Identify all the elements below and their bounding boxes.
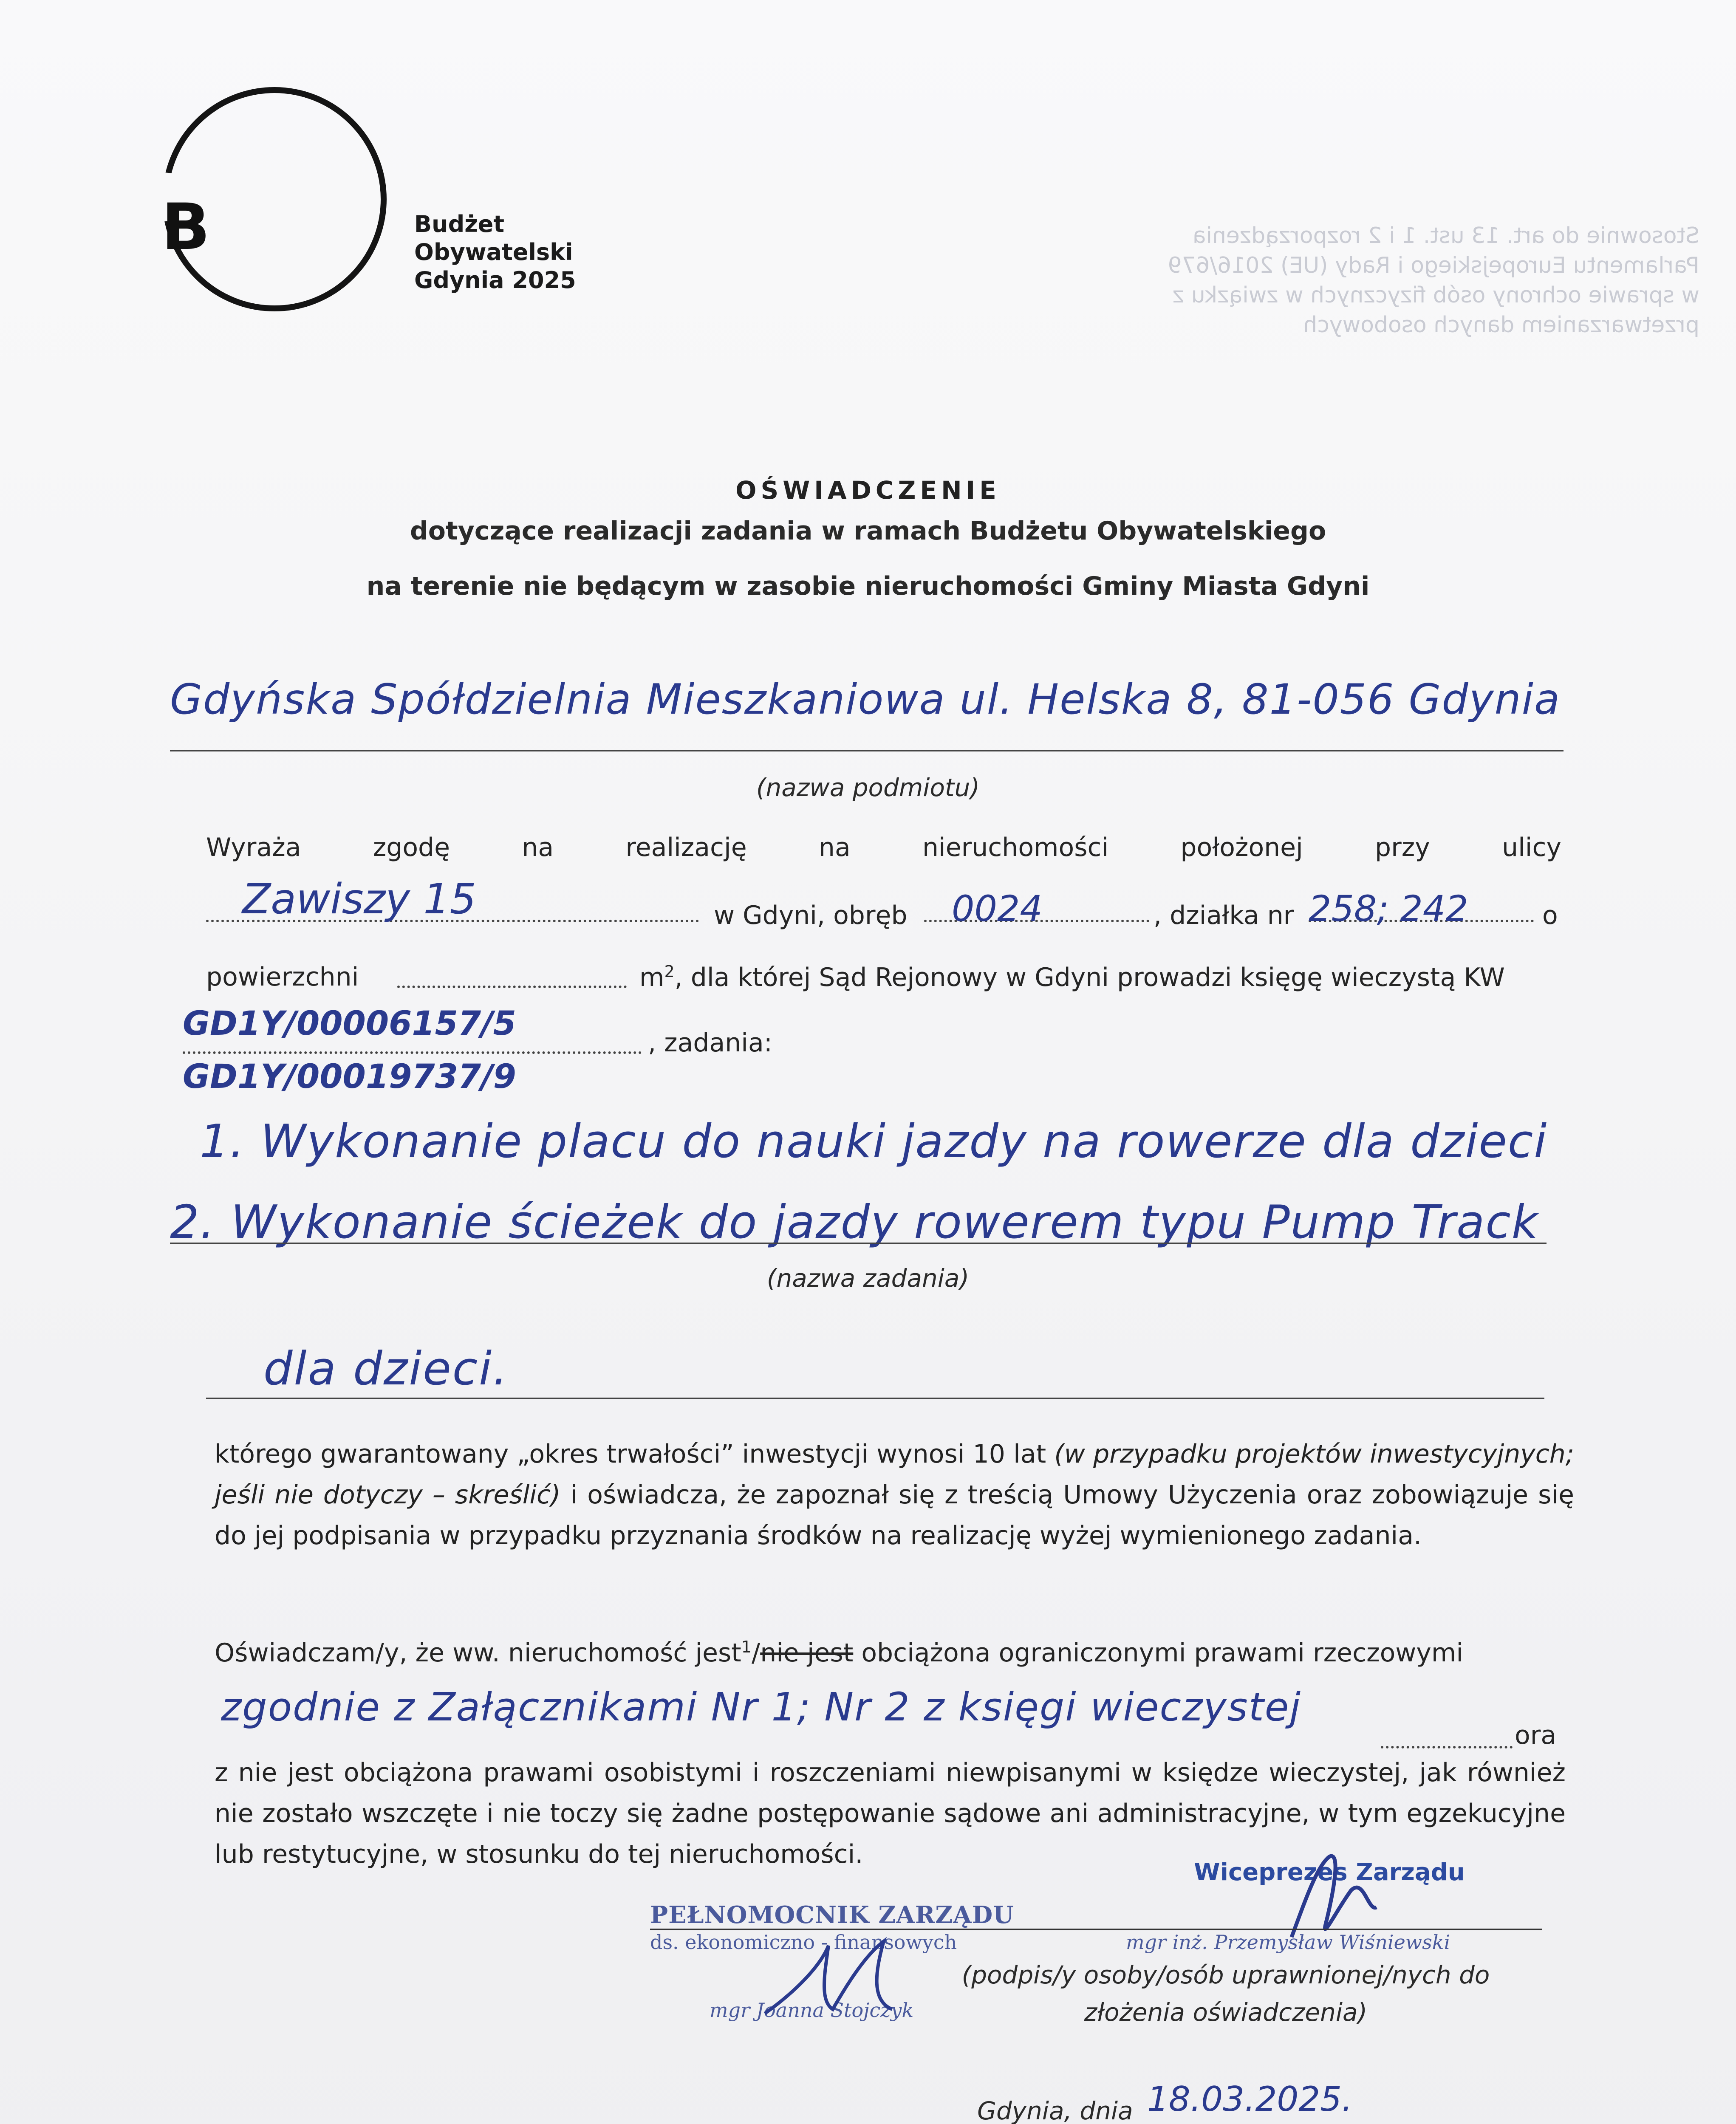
task-intro-label: , zadania: [648,1028,772,1058]
handwritten-encumbrance-note: zgodnie z Załącznikami Nr 1; Nr 2 z księgi wieczystej [221,1684,1301,1730]
land-register-dots [183,1051,642,1054]
struck-out-text: nie jest [760,1638,854,1668]
area-field-dots [397,986,627,988]
handwritten-date: 18.03.2025. [1147,2079,1353,2119]
bleed-through-text: Stosownie do art. 13 ust. 1 i 2 rozporządzenia Parlamentu Europejskiego i Rady (UE) 2016/679 w sprawie ochrony osób fizycznych w związku z przetwarzaniem danych osobowych [1168,223,1699,338]
handwritten-land-register-2: GD1Y/00019737/9 [183,1058,516,1096]
signature-caption-line-2: złożenia oświadczenia) [1084,1998,1368,2027]
entity-underline [170,750,1564,751]
logo-line-2: Obywatelski [414,238,573,266]
signature-caption [928,1956,1523,2031]
encumbrance-text-continued: obciążona ograniczonymi prawami rzeczowymi [853,1638,1463,1668]
consent-word: na [818,833,851,862]
encumbrance-statement [215,1638,1463,1668]
consent-word: na [522,833,554,862]
encumbrance-dots [1381,1746,1513,1748]
place-date-label: Gdynia, dnia [977,2096,1133,2124]
document-subtitle-2: na terenie nie będącym w zasobie nieruchomości Gminy Miasta Gdyni [366,571,1370,601]
document-subtitle-1: dotyczące realizacji zadania w ramach Budżetu Obywatelskiego [410,516,1326,546]
consent-word: realizację [625,833,747,862]
area-label: powierzchni [206,962,359,992]
handwritten-task-line-1: 1. Wykonanie placu do nauki jazdy na rowerze dla dzieci [200,1115,1548,1168]
logo-text [414,210,576,294]
in-gdynia-label: w Gdyni, obręb [714,901,908,930]
parcel-label: , działka nr [1154,901,1294,930]
consent-word: położonej [1180,833,1303,862]
plenipotentiary-name: mgr Joanna Stojczyk [710,1999,914,2022]
consent-word: zgodę [373,833,450,862]
consent-sentence [206,833,1561,862]
handwritten-precinct: 0024 [952,888,1043,929]
entity-caption: (nazwa podmiotu) [756,773,980,802]
plenipotentiary-department: ds. ekonomiczno - finansowych [650,1931,957,1954]
handwritten-land-register-1: GD1Y/00006157/5 [183,1005,516,1043]
logo-letter: B [161,190,210,264]
durability-italic-note: (w przypadku projektów inwestycyjnych; jeśli nie dotyczy – skreślić) [215,1439,1574,1510]
logo-line-1: Budżet [414,211,505,237]
task-underline-2 [206,1398,1544,1399]
area-unit-superscript: 2 [664,962,675,981]
consent-word: przy [1375,833,1430,862]
durability-text-continued: i oświadcza, że zapoznał się z treścią Umowy Użyczenia oraz zobowiązuje się do jej podpisania w przypadku przyznania środków na realizację wyżej wymienionego zadania. [215,1480,1574,1551]
encumbrance-paragraph: z nie jest obciążona prawami osobistymi i roszczeniami niewpisanymi w księdze wieczystej, jak również nie zostało wszczęte i nie toczy się żadne postępowanie sądowe ani administracyjne, w tym egzekucyjne lub restytucyjne, w stosunku do tej nieruchomości. [215,1758,1566,1869]
area-unit-text: m [639,963,664,992]
parcel-suffix: o [1542,901,1558,930]
consent-word: ulicy [1502,833,1561,862]
encumbrance-text: Oświadczam/y, że ww. nieruchomość jest [215,1638,741,1668]
consent-word: nieruchomości [922,833,1109,862]
task-underline [170,1243,1547,1244]
document-title: OŚWIADCZENIE [735,476,1001,505]
area-unit [639,962,1505,992]
logo-line-3: Gdynia 2025 [414,266,576,294]
vice-president-name: mgr inż. Przemysław Wiśniewski [1126,1931,1450,1954]
handwritten-task-line-3: dla dzieci. [263,1342,509,1395]
plenipotentiary-stamp: PEŁNOMOCNIK ZARZĄDU [650,1901,1015,1929]
area-rest-text: , dla której Sąd Rejonowy w Gdyni prowadzi księgę wieczystą KW [674,963,1505,992]
consent-word: Wyraża [206,833,301,862]
task-caption: (nazwa zadania) [766,1264,970,1293]
encumbrance-line-end: ora [1515,1720,1557,1750]
handwritten-task-line-2: 2. Wykonanie ścieżek do jazdy rowerem typu Pump Track [170,1196,1539,1249]
plenipotentiary-signature [756,1929,918,2031]
footnote-mark: 1 [741,1638,752,1656]
handwritten-street: Zawiszy 15 [242,875,476,924]
durability-text: którego gwarantowany „okres trwałości” inwestycji wynosi 10 lat [215,1439,1046,1469]
vice-president-stamp: Wiceprezes Zarządu [1194,1858,1465,1886]
handwritten-entity-name: Gdyńska Spółdzielnia Mieszkaniowa ul. Helska 8, 81-056 Gdynia [170,675,1561,724]
durability-paragraph [215,1434,1574,1556]
signature-caption-line-1: (podpis/y osoby/osób uprawnionej/nych do [961,1960,1490,1989]
encumbrance-slash: / [751,1638,761,1668]
handwritten-parcel: 258; 242 [1309,888,1468,929]
